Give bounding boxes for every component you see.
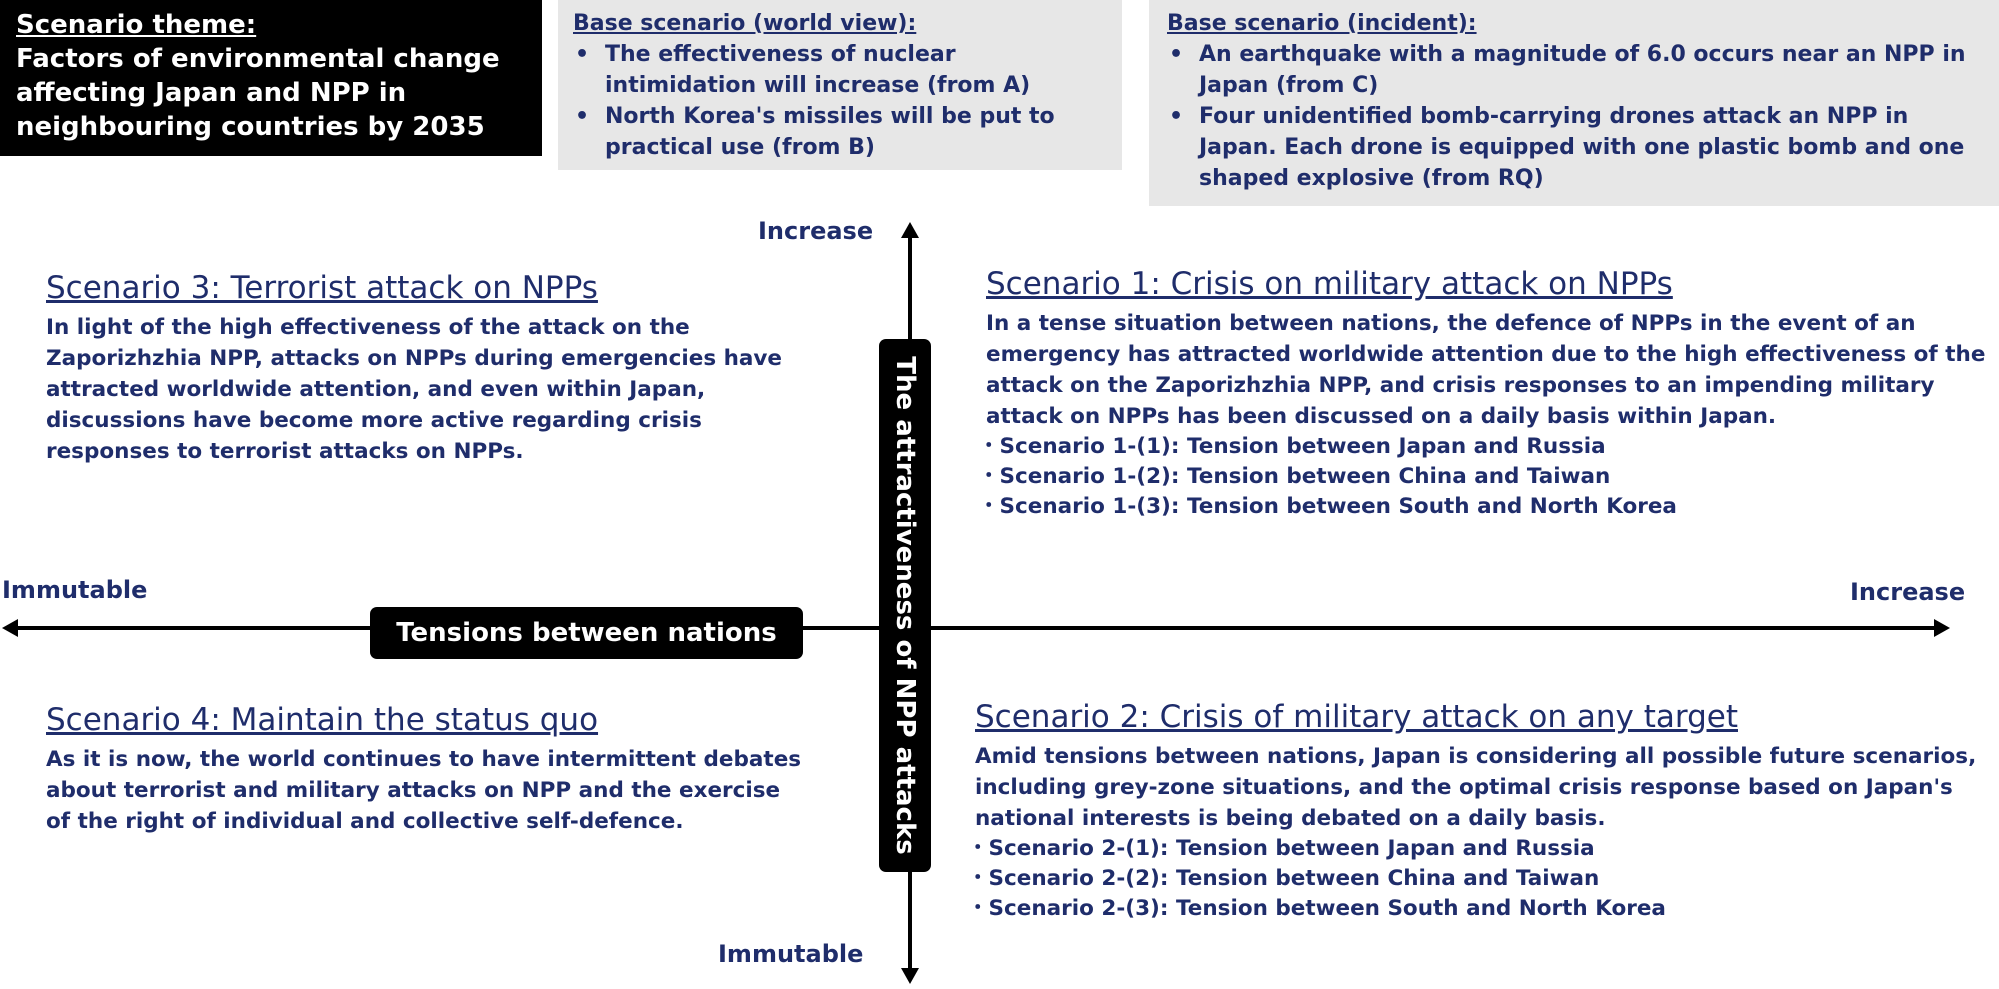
scenario-2-list-item: ・ Scenario 2-(2): Tension between China and Taiwan [975,864,1985,894]
incident-item: • Four unidentified bomb-carrying drones attack an NPP in Japan. Each drone is equipped with one plastic bomb and one shaped explosive (from RQ) [1167,101,1981,194]
arrow-right-icon [1934,619,1950,637]
base-scenario-incident-list [1167,39,1981,194]
scenario-theme-line-1: Factors of environmental change [16,44,500,74]
world-view-item: • North Korea's missiles will be put to practical use (from B) [573,101,1107,163]
scenario-2-list-item: ・ Scenario 2-(1): Tension between Japan and Russia [975,834,1985,864]
scenario-theme-title: Scenario theme: [16,10,257,40]
scenario-3-title: Scenario 3: Terrorist attack on NPPs [46,270,598,306]
scenario-3-body: In light of the high effectiveness of the attack on the Zaporizhzhia NPP, attacks on NPPs during emergencies have attracted worldwide attention, and even within Japan, discussions have become more active regarding crisis responses to terrorist attacks on NPPs. [46,315,783,464]
horizontal-axis-right-label: Increase [1850,578,1966,606]
scenario-4-body: As it is now, the world continues to have intermittent debates about terrorist and military attacks on NPP and the exercise of the right of individual and collective self-defence. [46,747,802,834]
scenario-3-block [46,268,806,467]
horizontal-axis-line [14,626,1940,630]
base-scenario-world-view-list [573,39,1107,163]
arrow-down-icon [901,968,919,984]
scenario-1-block [986,264,1986,522]
scenario-1-list-item: ・ Scenario 1-(1): Tension between Japan and Russia [986,432,1986,462]
horizontal-axis-left-label: Immutable [2,576,148,604]
horizontal-axis-title: Tensions between nations [370,607,803,659]
arrow-up-icon [901,222,919,238]
arrow-left-icon [2,619,18,637]
base-scenario-incident-box [1149,0,1999,206]
vertical-axis-top-label: Increase [758,217,874,245]
base-scenario-world-view-box [558,0,1122,170]
scenario-1-list-item: ・ Scenario 1-(2): Tension between China and Taiwan [986,462,1986,492]
scenario-4-block [46,700,806,837]
base-scenario-incident-title: Base scenario (incident): [1167,11,1477,36]
scenario-theme-box [0,0,542,156]
vertical-axis-title: The attractiveness of NPP attacks [890,356,920,855]
scenario-4-title: Scenario 4: Maintain the status quo [46,702,599,738]
scenario-1-title: Scenario 1: Crisis on military attack on NPPs [986,266,1673,302]
scenario-2-list-item: ・ Scenario 2-(3): Tension between South and North Korea [975,894,1985,924]
scenario-2-block [975,697,1985,924]
base-scenario-world-view-title: Base scenario (world view): [573,11,917,36]
scenario-1-body: In a tense situation between nations, the defence of NPPs in the event of an emergency has attracted worldwide attention due to the high effectiveness of the attack on the Zaporizhzhia NPP, and crisis responses to an impending military attack on NPPs has been discussed on a daily basis within Japan. [986,311,1986,429]
scenario-theme-line-2: affecting Japan and NPP in [16,78,407,108]
vertical-axis-bottom-label: Immutable [718,940,864,968]
incident-item: • An earthquake with a magnitude of 6.0 occurs near an NPP in Japan (from C) [1167,39,1981,101]
scenario-2-body: Amid tensions between nations, Japan is considering all possible future scenarios, including grey-zone situations, and the optimal crisis response based on Japan's national interests is being debated on a daily basis. [975,744,1977,831]
world-view-item: • The effectiveness of nuclear intimidation will increase (from A) [573,39,1107,101]
scenario-1-list-item: ・ Scenario 1-(3): Tension between South and North Korea [986,492,1986,522]
scenario-theme-line-3: neighbouring countries by 2035 [16,112,485,142]
scenario-2-list [975,834,1985,924]
scenario-2-title: Scenario 2: Crisis of military attack on any target [975,699,1738,735]
scenario-1-list [986,432,1986,522]
